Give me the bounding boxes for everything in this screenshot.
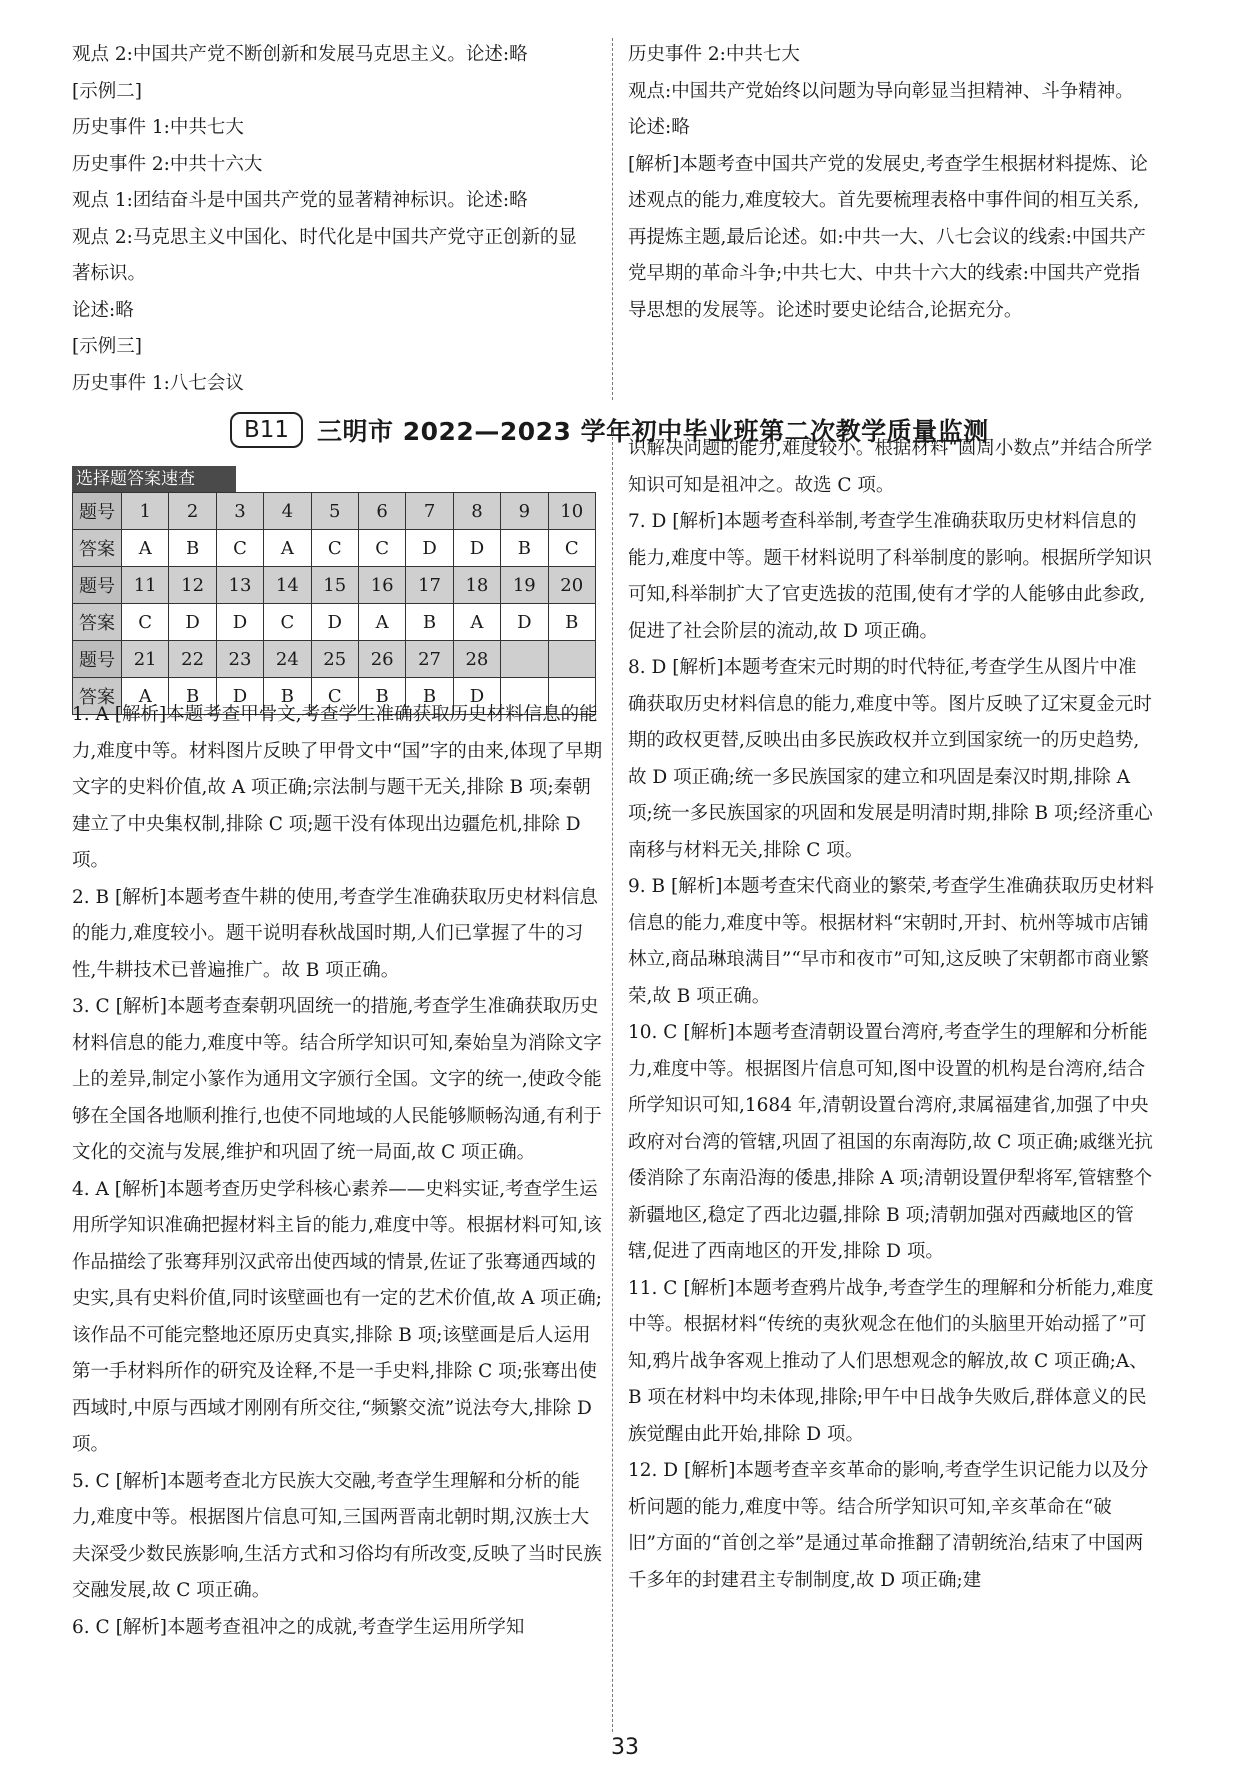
- paragraph: 历史事件 1:八七会议: [72, 372, 244, 394]
- paragraph: 4. A [解析]本题考查历史学科核心素养——史料实证,考查学生运用所学知识准确把握材料主旨的能力,难度中等。根据材料可知,该作品描绘了张骞拜别汉武帝出使西域的情景,佐证了张骞通西域的史实,具有史料价值,同时该壁画也有一定的艺术价值,故 A 项正确;该作品不可能完整地还原历史真实,排除 B 项;该壁画是后人运用第一手材料所作的研究及诠释,不是一手史料,排除 C 项;张骞出使西域时,中原与西域才刚刚有所交往,“频繁交流”说法夸大,排除 D 项。: [72, 1178, 602, 1455]
- question-number-cell: 15: [311, 567, 358, 604]
- paragraph: [示例二]: [72, 80, 142, 102]
- answer-cell: B: [358, 678, 405, 715]
- paragraph: 8. D [解析]本题考查宋元时期的时代特征,考查学生从图片中准确获取历史材料信息的能力,难度中等。图片反映了辽宋夏金元时期的政权更替,反映出由多民族政权并立到国家统一的历史趋势,故 D 项正确;统一多民族国家的建立和巩固是秦汉时期,排除 A 项;统一多民族国家的巩固和发展是明清时期,排除 B 项;经济重心南移与材料无关,排除 C 项。: [628, 657, 1153, 861]
- answer-cell: B: [264, 678, 311, 715]
- question-number-cell: 16: [358, 567, 405, 604]
- paragraph: 论述:略: [72, 299, 134, 321]
- question-number-cell: 5: [311, 493, 358, 530]
- paragraph: 观点 2:马克思主义中国化、时代化是中国共产党守正创新的显著标识。: [72, 226, 577, 284]
- answer-cell: D: [216, 678, 263, 715]
- answer-cell: D: [453, 678, 500, 715]
- paragraph: 1. A [解析]本题考查甲骨文,考查学生准确获取历史材料信息的能力,难度中等。材料图片反映了甲骨文中“国”字的由来,体现了早期文字的史料价值,故 A 项正确;宗法制与题干无关,排除 B 项;秦朝建立了中央集权制,排除 C 项;题干没有体现出边疆危机,排除 D 项。: [72, 704, 603, 871]
- paragraph: 历史事件 1:中共七大: [72, 117, 244, 138]
- paragraph: 12. D [解析]本题考查辛亥革命的影响,考查学生识记能力以及分析问题的能力,难度中等。结合所学知识可知,辛亥革命在“破旧”方面的“首创之举”是通过革命推翻了清朝统治,结束了中国两千多年的封建君主专制制度,故 D 项正确;建: [628, 1460, 1149, 1591]
- question-number-cell: 25: [311, 641, 358, 678]
- question-number-cell: 10: [548, 493, 595, 530]
- question-number-cell: 11: [122, 567, 169, 604]
- paragraph: 观点 2:中国共产党不断创新和发展马克思主义。论述:略: [72, 44, 528, 65]
- answer-label: 答案: [73, 530, 122, 567]
- question-number-row: [73, 641, 596, 678]
- answer-cell: B: [406, 678, 453, 715]
- question-number-cell: 1: [122, 493, 169, 530]
- answer-cell: C: [311, 530, 358, 567]
- question-number-cell: 13: [216, 567, 263, 604]
- answer-cell: C: [264, 604, 311, 641]
- answer-cell: A: [358, 604, 405, 641]
- answer-cell: A: [264, 530, 311, 567]
- column-divider: [612, 38, 613, 400]
- question-number-cell: 3: [216, 493, 263, 530]
- bottom-right-column: [628, 431, 1155, 1599]
- answer-cell: D: [169, 604, 216, 641]
- question-number-cell: 24: [264, 641, 311, 678]
- answer-cell: C: [311, 678, 358, 715]
- section-badge: B11: [230, 412, 303, 448]
- question-number-cell: [548, 641, 595, 678]
- question-number-cell: 9: [501, 493, 548, 530]
- question-number-row: [73, 493, 596, 530]
- question-number-cell: [501, 641, 548, 678]
- answer-cell: B: [169, 678, 216, 715]
- answer-cell: B: [501, 530, 548, 567]
- paragraph: 9. B [解析]本题考查宋代商业的繁荣,考查学生准确获取历史材料信息的能力,难度中等。根据材料“宋朝时,开封、杭州等城市店铺林立,商品琳琅满目”“早市和夜市”可知,这反映了宋朝都市商业繁荣,故 B 项正确。: [628, 876, 1154, 1007]
- answer-table: [72, 492, 596, 715]
- answer-row: [73, 530, 596, 567]
- answer-cell: B: [169, 530, 216, 567]
- question-number-row: [73, 567, 596, 604]
- paragraph: 历史事件 2:中共七大: [628, 44, 800, 65]
- answer-cell: D: [406, 530, 453, 567]
- section-title: 三明市 2022—2023 学年初中毕业班第二次教学质量监测: [317, 417, 989, 446]
- paragraph: [解析]本题考查中国共产党的发展史,考查学生根据材料提炼、论述观点的能力,难度较大。首先要梳理表格中事件间的相互关系,再提炼主题,最后论述。如:中共一大、八七会议的线索:中国共产党早期的革命斗争;中共七大、中共十六大的线索:中国共产党指导思想的发展等。论述时要史论结合,论据充分。: [628, 153, 1148, 321]
- paragraph: 3. C [解析]本题考查秦朝巩固统一的措施,考查学生准确获取历史材料信息的能力,难度中等。结合所学知识可知,秦始皇为消除文字上的差异,制定小篆作为通用文字颁行全国。文字的统一,使政令能够在全国各地顺利推行,也使不同地域的人民能够顺畅沟通,有利于文化的交流与发展,维护和巩固了统一局面,故 C 项正确。: [72, 996, 602, 1163]
- answer-cell: B: [406, 604, 453, 641]
- answer-cell: D: [453, 530, 500, 567]
- question-number-cell: 23: [216, 641, 263, 678]
- answer-label: 答案: [73, 678, 122, 715]
- answer-cell: C: [122, 604, 169, 641]
- question-number-label: 题号: [73, 493, 122, 530]
- question-number-cell: 8: [453, 493, 500, 530]
- column-divider: [612, 432, 613, 1732]
- paragraph: 历史事件 2:中共十六大: [72, 153, 263, 175]
- bottom-left-column: [72, 697, 604, 1646]
- question-number-cell: 2: [169, 493, 216, 530]
- top-right-column: [628, 37, 1155, 329]
- paragraph: 7. D [解析]本题考查科举制,考查学生准确获取历史材料信息的能力,难度中等。题干材料说明了科举制度的影响。根据所学知识可知,科举制扩大了官吏选拔的范围,使有才学的人能够由此参政,促进了社会阶层的流动,故 D 项正确。: [628, 511, 1152, 642]
- answer-cell: A: [122, 678, 169, 715]
- answer-label: 答案: [73, 604, 122, 641]
- answer-cell: C: [216, 530, 263, 567]
- answer-cell: D: [501, 604, 548, 641]
- question-number-cell: 26: [358, 641, 405, 678]
- paragraph: 10. C [解析]本题考查清朝设置台湾府,考查学生的理解和分析能力,难度中等。根据图片信息可知,图中设置的机构是台湾府,结合所学知识可知,1684 年,清朝设置台湾府,隶属福建省,加强了中央政府对台湾的管辖,巩固了祖国的东南海防,故 C 项正确;戚继光抗倭消除了东南沿海的倭患,排除 A 项;清朝设置伊犁将军,管辖整个新疆地区,稳定了西北边疆,排除 B 项;清朝加强对西藏地区的管辖,促进了西南地区的开发,排除 D 项。: [628, 1022, 1153, 1262]
- question-number-cell: 7: [406, 493, 453, 530]
- question-number-label: 题号: [73, 641, 122, 678]
- paragraph: 识解决问题的能力,难度较小。根据材料“圆周小数点”并结合所学知识可知是祖冲之。故选 C 项。: [628, 438, 1153, 496]
- question-number-cell: 18: [453, 567, 500, 604]
- answer-cell: A: [453, 604, 500, 641]
- question-number-cell: 17: [406, 567, 453, 604]
- answer-cell: A: [122, 530, 169, 567]
- question-number-cell: 27: [406, 641, 453, 678]
- answer-cell: C: [358, 530, 405, 567]
- answer-cell: D: [311, 604, 358, 641]
- question-number-cell: 4: [264, 493, 311, 530]
- question-number-label: 题号: [73, 567, 122, 604]
- question-number-cell: 19: [501, 567, 548, 604]
- paragraph: [示例三]: [72, 336, 142, 357]
- page-number: 33: [611, 1735, 639, 1760]
- paragraph: 11. C [解析]本题考查鸦片战争,考查学生的理解和分析能力,难度中等。根据材料“传统的夷狄观念在他们的头脑里开始动摇了”可知,鸦片战争客观上推动了人们思想观念的解放,故 C 项正确;A、B 项在材料中均未体现,排除;甲午中日战争失败后,群体意义的民族觉醒由此开始,排除 D 项。: [628, 1277, 1154, 1445]
- paragraph: 2. B [解析]本题考查牛耕的使用,考查学生准确获取历史材料信息的能力,难度较小。题干说明春秋战国时期,人们已掌握了牛的习性,牛耕技术已普遍推广。故 B 项正确。: [72, 886, 598, 981]
- paragraph: 论述:略: [628, 117, 690, 138]
- paragraph: 观点:中国共产党始终以问题为导向彰显当担精神、斗争精神。: [628, 80, 1134, 102]
- answer-table-heading: 选择题答案速查: [72, 466, 236, 492]
- question-number-cell: 28: [453, 641, 500, 678]
- paragraph: 观点 1:团结奋斗是中国共产党的显著精神标识。论述:略: [72, 190, 528, 211]
- question-number-cell: 12: [169, 567, 216, 604]
- answer-cell: D: [216, 604, 263, 641]
- top-left-column: [72, 37, 592, 402]
- question-number-cell: 22: [169, 641, 216, 678]
- answer-cell: B: [548, 604, 595, 641]
- paragraph: 6. C [解析]本题考查祖冲之的成就,考查学生运用所学知: [72, 1616, 525, 1638]
- question-number-cell: 14: [264, 567, 311, 604]
- question-number-cell: 21: [122, 641, 169, 678]
- answer-cell: C: [548, 530, 595, 567]
- answer-row: [73, 604, 596, 641]
- question-number-cell: 20: [548, 567, 595, 604]
- question-number-cell: 6: [358, 493, 405, 530]
- paragraph: 5. C [解析]本题考查北方民族大交融,考查学生理解和分析的能力,难度中等。根据图片信息可知,三国两晋南北朝时期,汉族士大夫深受少数民族影响,生活方式和习俗均有所改变,反映了当时民族交融发展,故 C 项正确。: [72, 1470, 602, 1601]
